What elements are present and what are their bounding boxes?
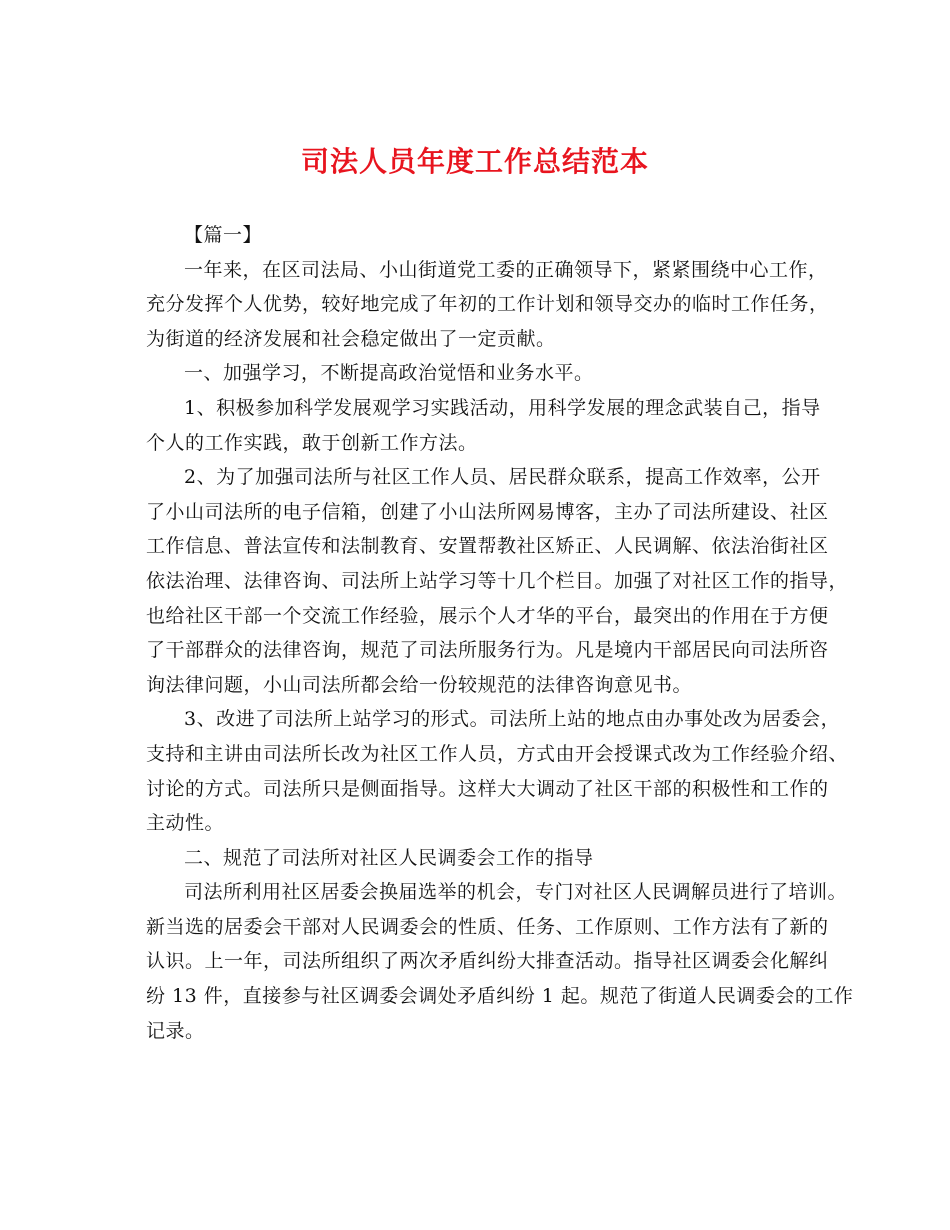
paragraph-line: 工作信息、普法宣传和法制教育、安置帮教社区矫正、人民调解、依法治街社区 — [146, 535, 829, 558]
paragraph-line: 依法治理、法律咨询、司法所上站学习等十几个栏目。加强了对社区工作的指导， — [146, 569, 849, 592]
paragraph-line: 司法所利用社区居委会换届选举的机会，专门对社区人民调解员进行了培训。 — [184, 881, 848, 904]
paragraph-line: 讨论的方式。司法所只是侧面指导。这样大大调动了社区干部的积极性和工作的 — [146, 777, 829, 800]
paragraph-line: 个人的工作实践，敢于创新工作方法。 — [146, 431, 478, 454]
paragraph-line: 记录。 — [146, 1019, 205, 1042]
paragraph-line: 1、积极参加科学发展观学习实践活动，用科学发展的理念武装自己，指导 — [184, 396, 821, 419]
paragraph-line: 也给社区干部一个交流工作经验，展示个人才华的平台，最突出的作用在于方便 — [146, 604, 829, 627]
paragraph-line: 认识。上一年，司法所组织了两次矛盾纠纷大排查活动。指导社区调委会化解纠 — [146, 950, 829, 973]
paragraph-line: 【篇一】 — [184, 224, 263, 246]
paragraph-line: 为街道的经济发展和社会稳定做出了一定贡献。 — [146, 327, 556, 350]
paragraph-line: 一年来，在区司法局、小山街道党工委的正确领导下，紧紧围绕中心工作， — [184, 258, 828, 281]
paragraph-line: 了干部群众的法律咨询，规范了司法所服务行为。凡是境内干部居民向司法所咨 — [146, 639, 829, 662]
paragraph-line: 支持和主讲由司法所长改为社区工作人员，方式由开会授课式改为工作经验介绍、 — [146, 742, 849, 765]
paragraph-line: 主动性。 — [146, 812, 225, 835]
paragraph-line: 2、为了加强司法所与社区工作人员、居民群众联系，提高工作效率，公开 — [184, 466, 821, 489]
paragraph-line: 纷 13 件，直接参与社区调委会调处矛盾纠纷 1 起。规范了街道人民调委会的工作 — [146, 985, 854, 1008]
paragraph-line: 充分发挥个人优势，较好地完成了年初的工作计划和领导交办的临时工作任务， — [146, 293, 829, 316]
paragraph-line: 3、改进了司法所上站学习的形式。司法所上站的地点由办事处改为居委会， — [184, 708, 841, 731]
document-title: 司法人员年度工作总结范本 — [300, 145, 649, 178]
paragraph-line: 了小山司法所的电子信箱，创建了小山法所网易博客，主办了司法所建设、社区 — [146, 500, 829, 523]
document-body — [146, 218, 854, 1048]
paragraph-line: 一、加强学习，不断提高政治觉悟和业务水平。 — [184, 362, 594, 385]
paragraph-line: 新当选的居委会干部对人民调委会的性质、任务、工作原则、工作方法有了新的 — [146, 915, 829, 938]
paragraph-line: 询法律问题，小山司法所都会给一份较规范的法律咨询意见书。 — [146, 673, 693, 696]
paragraph-line: 二、规范了司法所对社区人民调委会工作的指导 — [184, 846, 594, 869]
